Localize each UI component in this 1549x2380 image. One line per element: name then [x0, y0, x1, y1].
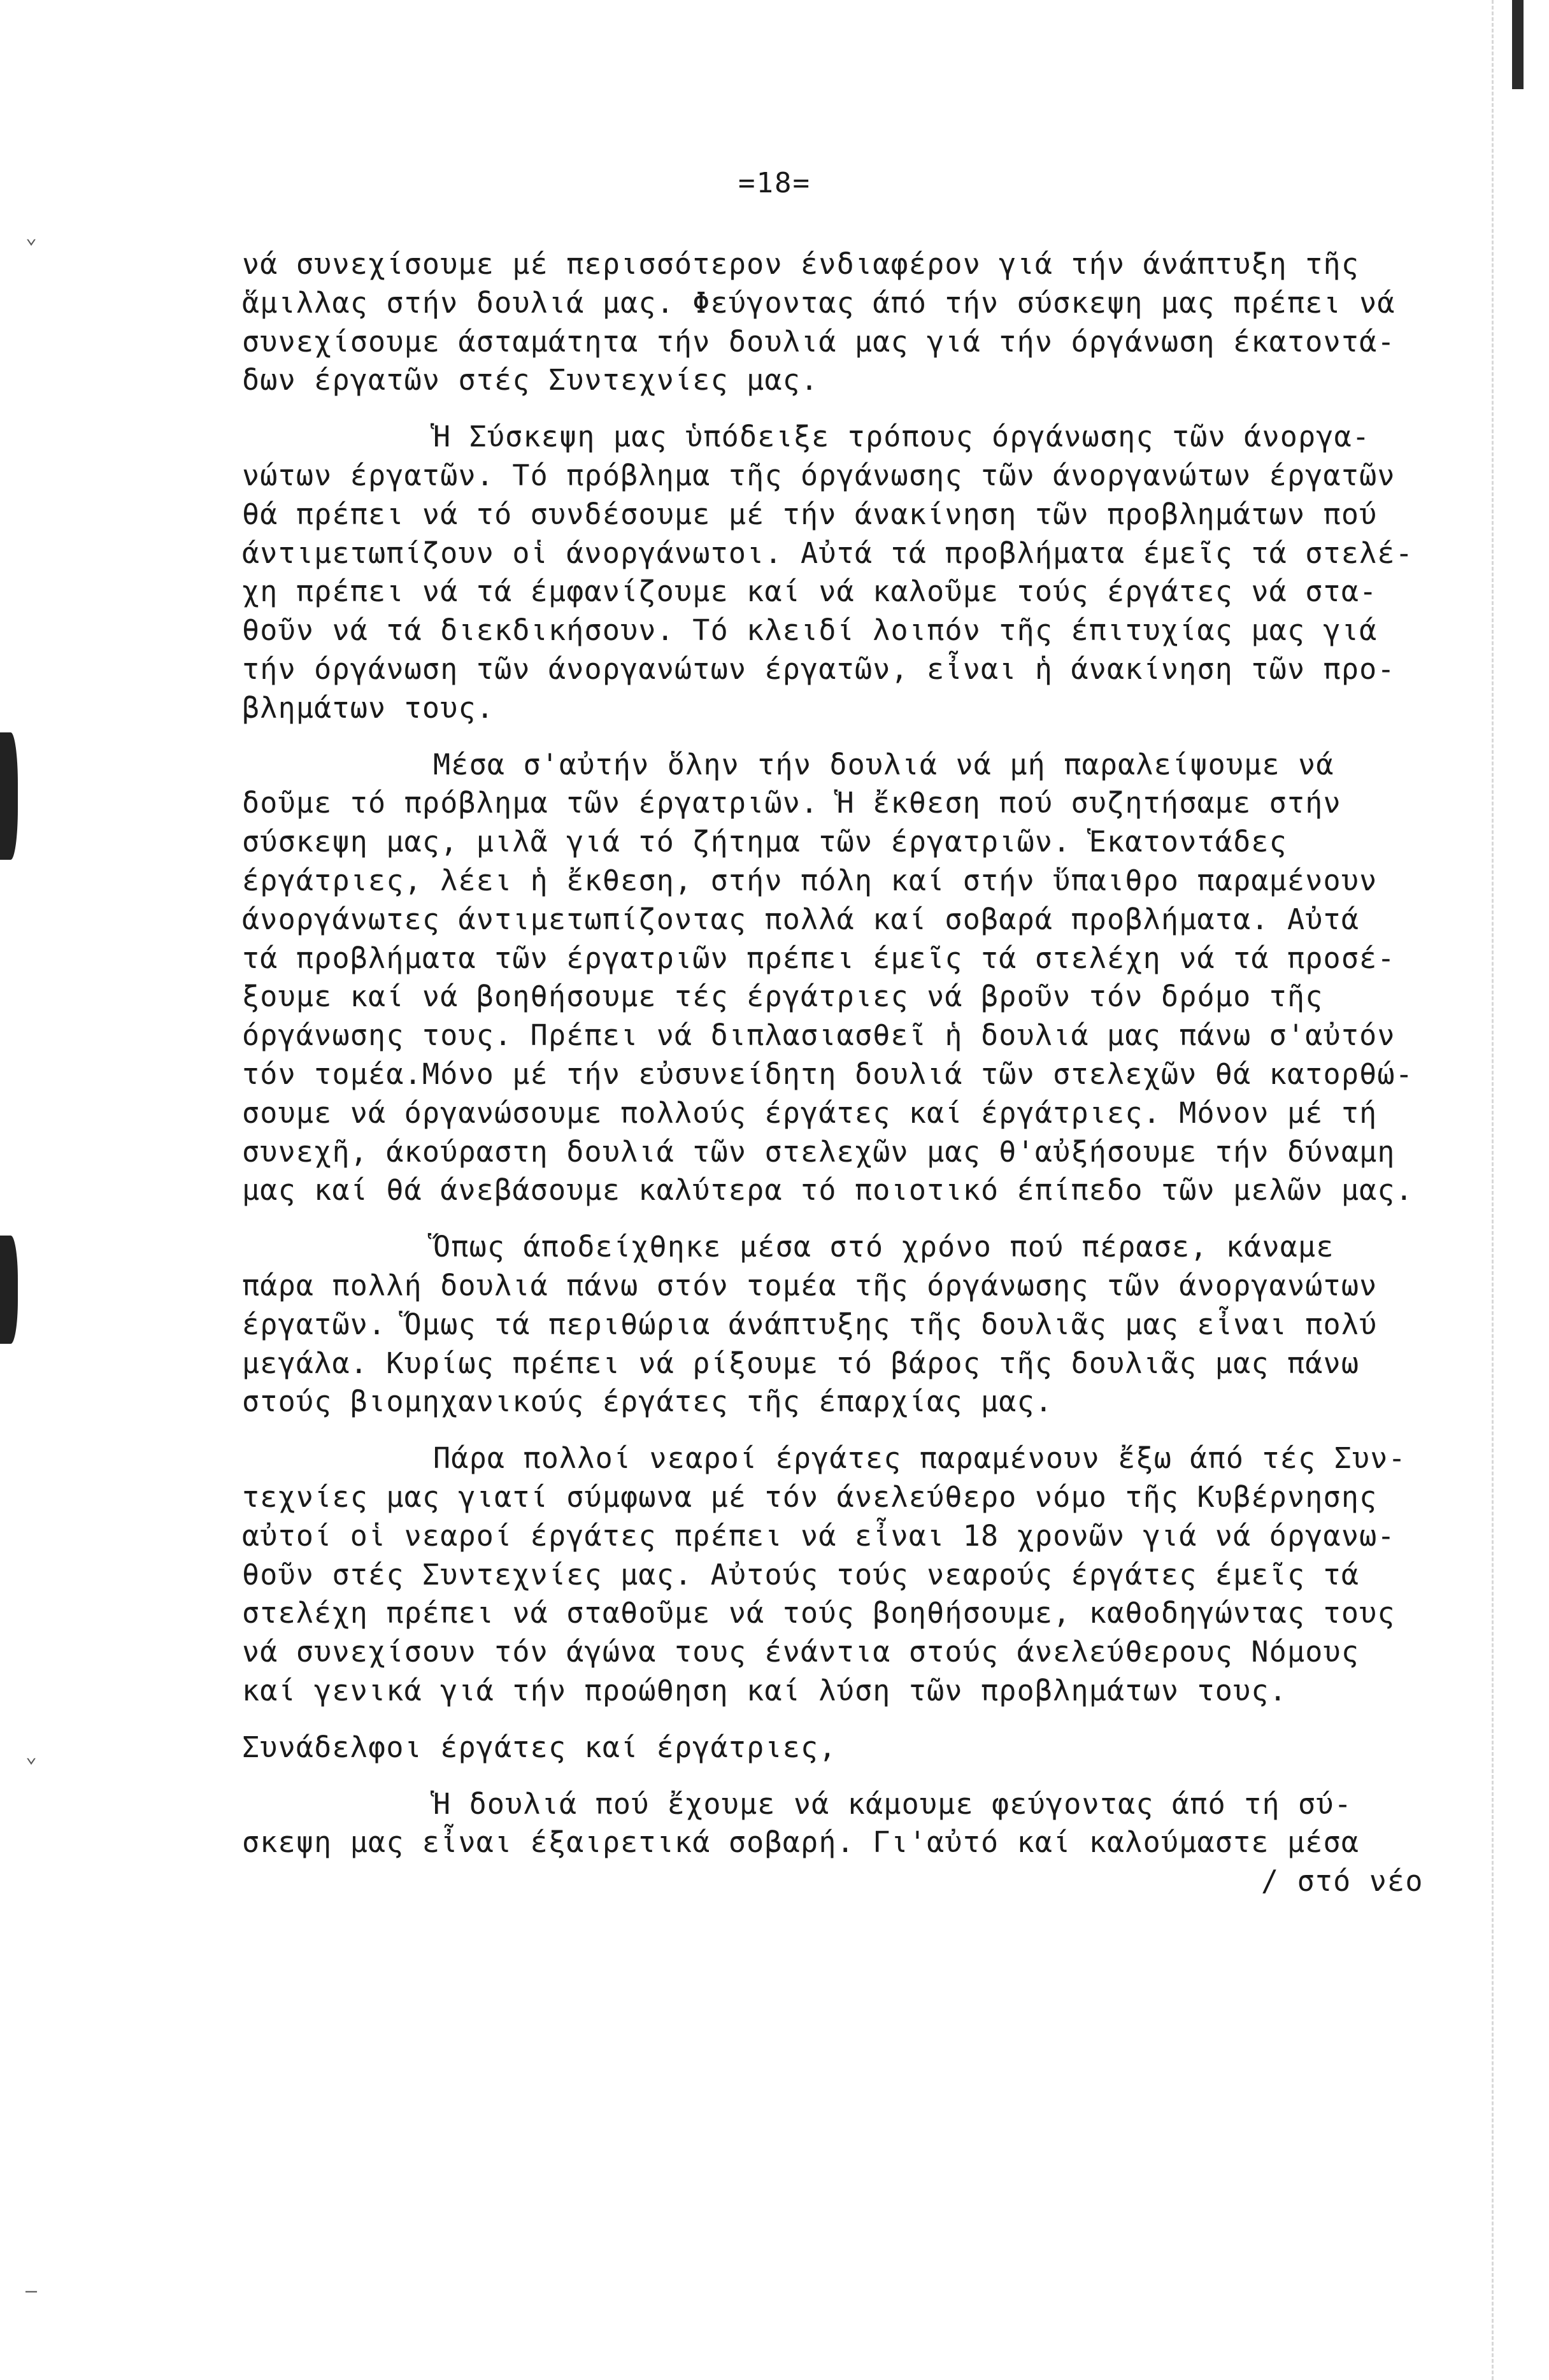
text-line: σκεψη μας εἶναι έξαιρετικά σοβαρή. Γι'αὐτό καί καλούμαστε μέσα — [242, 1825, 1360, 1859]
text-line: νά συνεχίσουν τόν άγώνα τους ένάντια στούς άνελεύθερους Νόμους — [242, 1635, 1360, 1669]
scan-mark-left — [0, 1236, 18, 1344]
text-line: Μέσα σ'αὐτήν ὅλην τήν δουλιά νά μή παραλείψουμε νά — [433, 748, 1334, 781]
scan-tick-mark: ⌄ — [25, 226, 38, 248]
text-line: αὐτοί οἱ νεαροί έργάτες πρέπει νά εἶναι 18 χρονῶν γιά νά όργανω- — [242, 1519, 1396, 1553]
text-line: τά προβλήματα τῶν έργατριῶν πρέπει έμεῖς τά στελέχη νά τά προσέ- — [242, 941, 1396, 975]
text-line: θοῦν στές Συντεχνίες μας. Αὐτούς τούς νεαρούς έργάτες έμεῖς τά — [242, 1558, 1360, 1592]
text-line: νά συνεχίσουμε μέ περισσότερον ένδιαφέρον γιά τήν άνάπτυξη τῆς — [242, 247, 1360, 281]
text-line: χη πρέπει νά τά έμφανίζουμε καί νά καλοῦμε τούς έργάτες νά στα- — [242, 574, 1378, 608]
text-line: τόν τομέα.Μόνο μέ τήν εὐσυνείδητη δουλιά τῶν στελεχῶν θά κατορθώ- — [242, 1057, 1413, 1091]
text-line: νώτων έργατῶν. Τό πρόβλημα τῆς όργάνωσης τῶν άνοργανώτων έργατῶν — [242, 459, 1396, 492]
text-line: σουμε νά όργανώσουμε πολλούς έργάτες καί έργάτριες. Μόνον μέ τή — [242, 1096, 1378, 1130]
text-line: καί γενικά γιά τήν προώθηση καί λύση τῶν προβλημάτων τους. — [242, 1674, 1287, 1707]
text-line: ξουμε καί νά βοηθήσουμε τές έργάτριες νά βροῦν τόν δρόμο τῆς — [242, 980, 1324, 1013]
text-line: δοῦμε τό πρόβλημα τῶν έργατριῶν. Ἡ ἔκθεση πού συζητήσαμε στήν — [242, 786, 1341, 820]
text-line: μας καί θά άνεβάσουμε καλύτερα τό ποιοτικό έπίπεδο τῶν μελῶν μας. — [242, 1173, 1413, 1207]
text-line: πάρα πολλή δουλιά πάνω στόν τομέα τῆς όργάνωσης τῶν άνοργανώτων — [242, 1269, 1378, 1302]
text-line: σύσκεψη μας, μιλᾶ γιά τό ζήτημα τῶν έργατριῶν. Ἑκατοντάδες — [242, 825, 1287, 859]
text-line: Ὅπως άποδείχθηκε μέσα στό χρόνο πού πέρασε, κάναμε — [433, 1230, 1334, 1264]
text-line: στελέχη πρέπει νά σταθοῦμε νά τούς βοηθήσουμε, καθοδηγώντας τους — [242, 1596, 1396, 1630]
scan-mark-left — [0, 732, 18, 860]
text-line: έργατῶν. Ὅμως τά περιθώρια άνάπτυξης τῆς δουλιᾶς μας εἶναι πολύ — [242, 1308, 1378, 1341]
text-line: θοῦν νά τά διεκδικήσουν. Τό κλειδί λοιπόν τῆς έπιτυχίας μας γιά — [242, 613, 1378, 647]
text-line: Ἡ δουλιά πού ἔχουμε νά κάμουμε φεύγοντας άπό τή σύ- — [433, 1787, 1352, 1821]
scan-tick-mark: – — [25, 2280, 38, 2302]
text-line: θά πρέπει νά τό συνδέσουμε μέ τήν άνακίνηση τῶν προβλημάτων πού — [242, 497, 1378, 531]
text-line: ἅμιλλας στήν δουλιά μας. Φεύγοντας άπό τήν σύσκεψη μας πρέπει νά — [242, 286, 1396, 320]
text-line: δων έργατῶν στές Συντεχνίες μας. — [242, 363, 819, 397]
continuation-note: / στό νέο — [1261, 1864, 1424, 1898]
page-number: =18= — [738, 167, 811, 199]
text-line: βλημάτων τους. — [242, 691, 495, 725]
text-line: μεγάλα. Κυρίως πρέπει νά ρίξουμε τό βάρος τῆς δουλιᾶς μας πάνω — [242, 1346, 1360, 1380]
text-line: συνεχίσουμε άσταμάτητα τήν δουλιά μας γιά τήν όργάνωση έκατοντά- — [242, 325, 1396, 359]
scan-edge-right — [1492, 0, 1549, 2380]
text-line: έργάτριες, λέει ἡ ἔκθεση, στήν πόλη καί στήν ὕπαιθρο παραμένουν — [242, 864, 1378, 897]
scan-tick-mark: ⌄ — [25, 1745, 38, 1767]
text-line: τήν όργάνωση τῶν άνοργανώτων έργατῶν, εἶναι ἡ άνακίνηση τῶν προ- — [242, 652, 1396, 686]
text-line: στούς βιομηχανικούς έργάτες τῆς έπαρχίας μας. — [242, 1385, 1053, 1418]
text-line: άνοργάνωτες άντιμετωπίζοντας πολλά καί σοβαρά προβλήματα. Αὐτά — [242, 902, 1360, 936]
text-line: συνεχῆ, άκούραστη δουλιά τῶν στελεχῶν μας θ'αὐξήσουμε τήν δύναμη — [242, 1135, 1396, 1169]
text-line: Ἡ Σύσκεψη μας ὑπόδειξε τρόπους όργάνωσης τῶν άνοργα- — [433, 420, 1371, 453]
text-line: άντιμετωπίζουν οἱ άνοργάνωτοι. Αὐτά τά προβλήματα έμεῖς τά στελέ- — [242, 536, 1413, 570]
text-line: όργάνωσης τους. Πρέπει νά διπλασιασθεῖ ἡ δουλιά μας πάνω σ'αὐτόν — [242, 1018, 1396, 1052]
text-line: Πάρα πολλοί νεαροί έργάτες παραμένουν ἔξω άπό τές Συν- — [433, 1441, 1406, 1475]
scan-mark-top-right — [1512, 0, 1524, 89]
text-line: Συνάδελφοι έργάτες καί έργάτριες, — [242, 1730, 837, 1764]
text-line: τεχνίες μας γιατί σύμφωνα μέ τόν άνελεύθερο νόμο τῆς Κυβέρνησης — [242, 1480, 1378, 1514]
